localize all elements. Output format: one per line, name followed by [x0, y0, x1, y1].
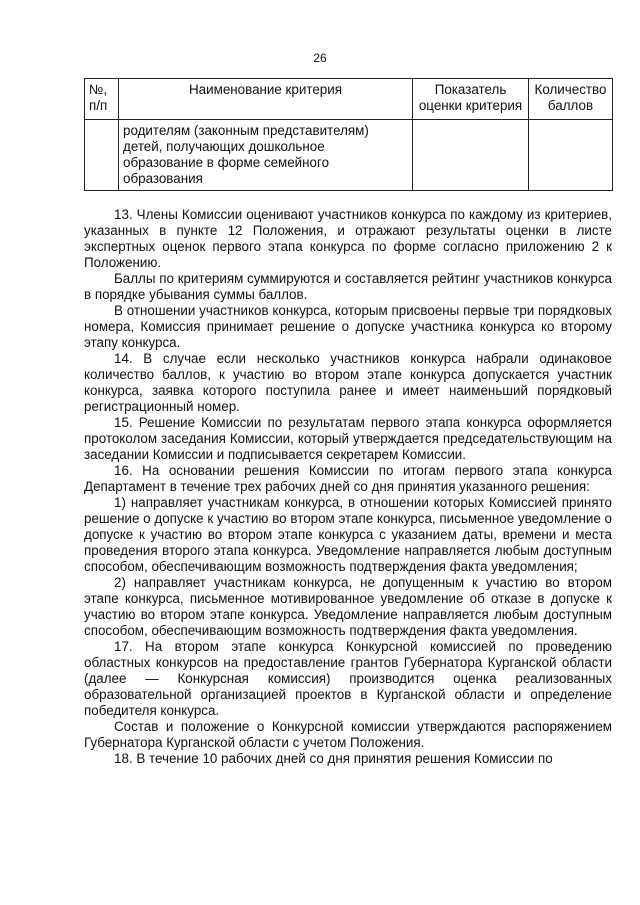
table-header-row [85, 79, 613, 120]
cell-points [529, 120, 613, 191]
paragraph-18: 18. В течение 10 рабочих дней со дня принятия решения Комиссии по [114, 751, 553, 766]
paragraph-14: 14. В случае если несколько участников конкурса набрали одинаковое количество баллов, к участию во втором этапе конкурса допускается участник конкурса, заявка которого поступила ранее и имеет наименьший порядковый регистрационный номер. [84, 351, 612, 414]
page-number: 26 [313, 51, 327, 65]
header-criterion-name: Наименование критерия [119, 79, 413, 120]
criteria-table [84, 78, 613, 191]
header-number: №, п/п [85, 79, 119, 120]
paragraph-17: 17. На втором этапе конкурса Конкурсной комиссией по проведению областных конкурсов на предоставление грантов Губернатора Курганской области (далее — Конкурсная комиссия) производится оценка реализованных образовательной организацией проектов в Курганской области и определение победителя конкурса. [84, 639, 612, 718]
paragraph-17-commission: Состав и положение о Конкурсной комиссии утверждаются распоряжением Губернатора Курганской области с учетом Положения. [84, 719, 612, 750]
paragraph-13-rating: Баллы по критериям суммируются и составляется рейтинг участников конкурса в порядке убывания суммы баллов. [84, 271, 612, 302]
table-row [85, 120, 613, 191]
cell-number [85, 120, 119, 191]
paragraph-13: 13. Члены Комиссии оценивают участников конкурса по каждому из критериев, указанных в пункте 12 Положения, и отражают результаты оценки в листе экспертных оценок первого этапа конкурса по форме согласно приложению 2 к Положению. [84, 207, 612, 270]
paragraph-16-item-1: 1) направляет участникам конкурса, в отношении которых Комиссией принято решение о допуске к участию во втором этапе конкурса, письменное уведомление о допуске к участию во втором этапе конкурса с указанием даты, времени и места проведения второго этапа конкурса. Уведомление направляется любым доступным способом, обеспечивающим возможность подтверждения факта уведомления; [84, 495, 612, 574]
paragraph-16-item-2: 2) направляет участникам конкурса, не допущенным к участию во втором этапе конкурса, письменное мотивированное уведомление об отказе в допуске к участию во втором этапе конкурса. Уведомление направляется любым доступным способом, обеспечивающим возможность подтверждения факта уведомления. [84, 575, 612, 638]
cell-criterion-name: родителям (законным представителям) детей, получающих дошкольное образование в форме семейного образования [119, 120, 413, 191]
paragraph-16: 16. На основании решения Комиссии по итогам первого этапа конкурса Департамент в течение трех рабочих дней со дня принятия указанного решения: [84, 463, 612, 494]
paragraph-15: 15. Решение Комиссии по результатам первого этапа конкурса оформляется протоколом заседания Комиссии, который утверждается председательствующим на заседании Комиссии и подписывается секретарем Комиссии. [84, 415, 612, 462]
header-points: Количество баллов [529, 79, 613, 120]
paragraph-13-admission: В отношении участников конкурса, которым присвоены первые три порядковых номера, Комиссия принимает решение о допуске участника конкурса ко второму этапу конкурса. [84, 303, 612, 350]
body-text [84, 207, 612, 767]
cell-indicator [413, 120, 529, 191]
header-indicator: Показатель оценки критерия [413, 79, 529, 120]
